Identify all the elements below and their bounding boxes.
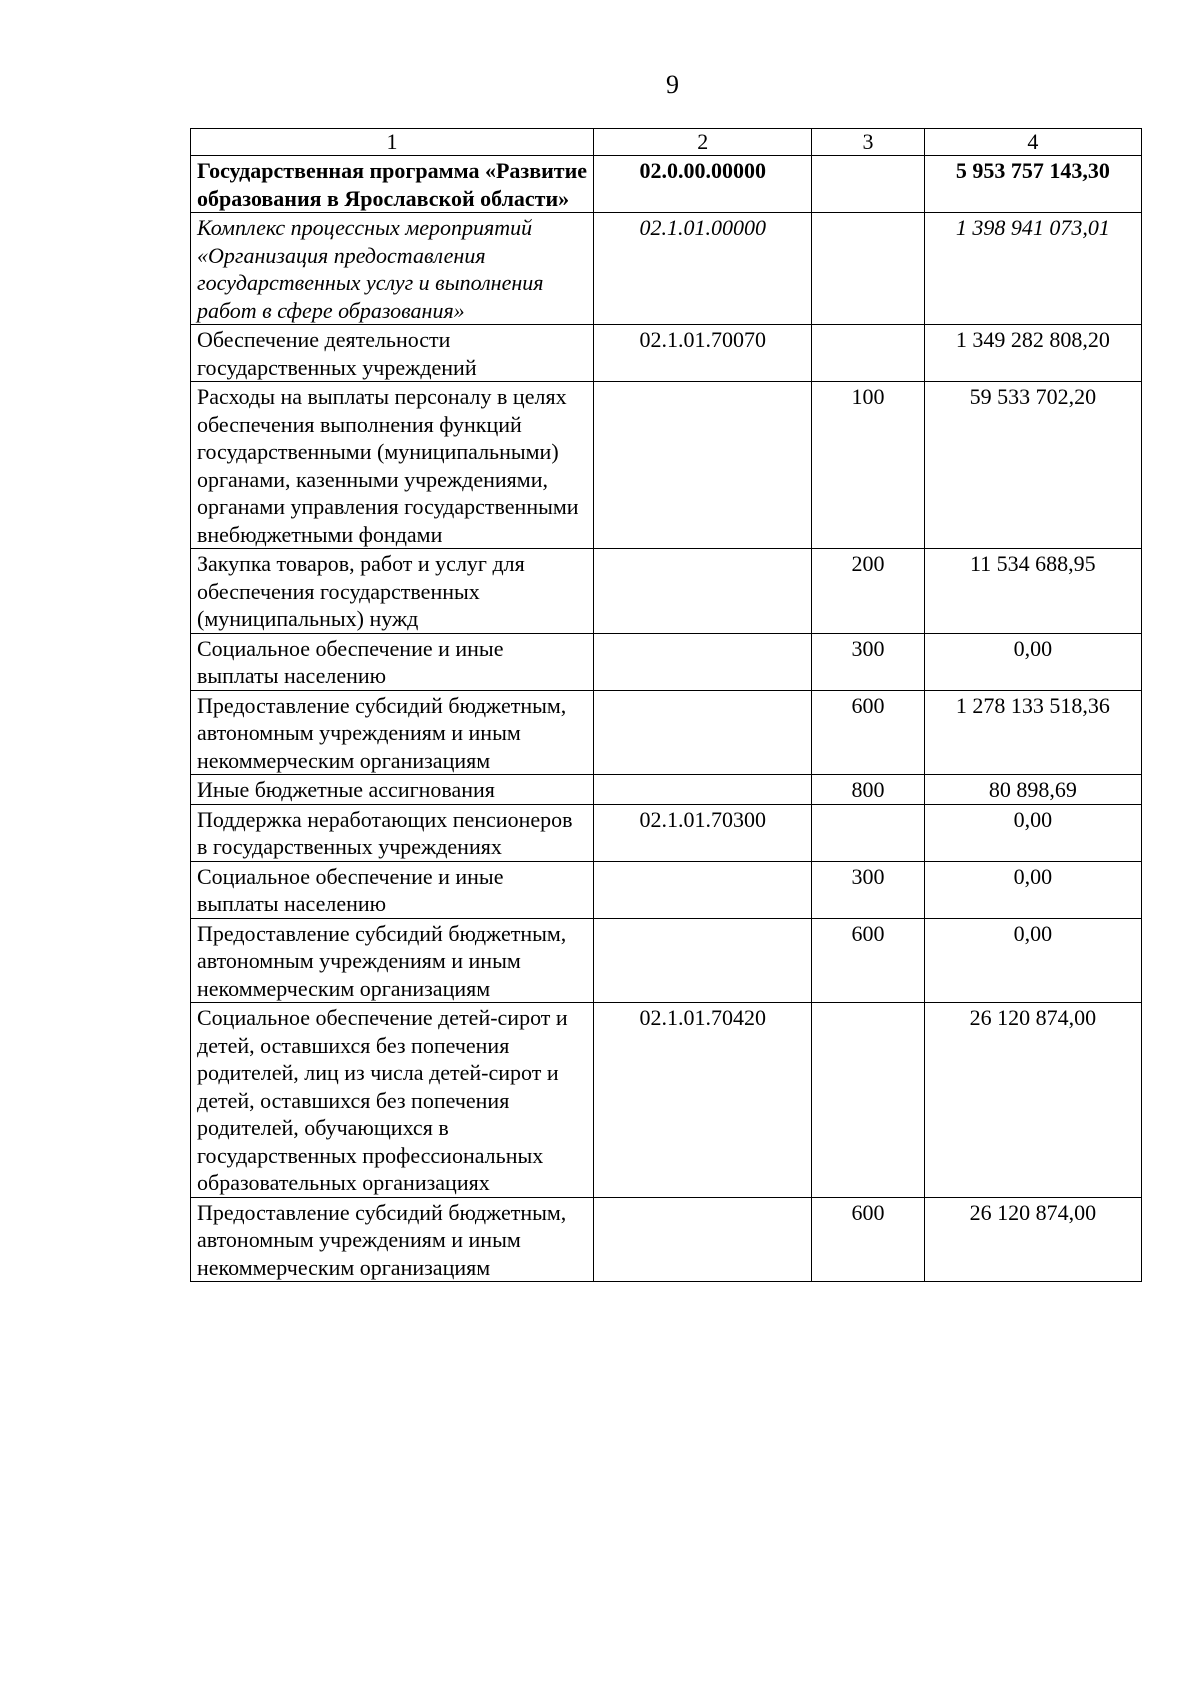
row-description: Государственная программа «Развитие образования в Ярославской области» — [191, 156, 594, 213]
row-description: Поддержка неработающих пенсионеров в государственных учреждениях — [191, 804, 594, 861]
table-row — [191, 918, 1142, 1003]
row-code — [594, 549, 812, 634]
row-code — [594, 861, 812, 918]
row-code: 02.1.01.70420 — [594, 1003, 812, 1198]
row-expense-type — [812, 1003, 924, 1198]
row-expense-type: 800 — [812, 775, 924, 805]
row-description: Социальное обеспечение и иные выплаты населению — [191, 633, 594, 690]
row-expense-type: 600 — [812, 918, 924, 1003]
row-description: Предоставление субсидий бюджетным, автономным учреждениям и иным некоммерческим организациям — [191, 1197, 594, 1282]
row-amount: 0,00 — [924, 804, 1141, 861]
header-col-2: 2 — [594, 129, 812, 156]
row-code: 02.1.01.70070 — [594, 325, 812, 382]
row-amount: 0,00 — [924, 918, 1141, 1003]
row-amount: 0,00 — [924, 633, 1141, 690]
table-row — [191, 1003, 1142, 1198]
row-expense-type: 600 — [812, 1197, 924, 1282]
row-code — [594, 1197, 812, 1282]
row-code: 02.1.01.00000 — [594, 213, 812, 325]
table-row — [191, 1197, 1142, 1282]
row-expense-type — [812, 156, 924, 213]
row-amount: 59 533 702,20 — [924, 382, 1141, 549]
row-expense-type: 600 — [812, 690, 924, 775]
row-code: 02.1.01.70300 — [594, 804, 812, 861]
row-description: Иные бюджетные ассигнования — [191, 775, 594, 805]
page-number: 9 — [666, 70, 679, 99]
table-row — [191, 690, 1142, 775]
table-row — [191, 861, 1142, 918]
row-description: Комплекс процессных мероприятий «Организация предоставления государственных услуг и выполнения работ в сфере образования» — [191, 213, 594, 325]
row-code — [594, 382, 812, 549]
table-body — [191, 156, 1142, 1282]
header-col-4: 4 — [924, 129, 1141, 156]
row-amount: 11 534 688,95 — [924, 549, 1141, 634]
table-row — [191, 775, 1142, 805]
table-row — [191, 382, 1142, 549]
row-amount: 1 398 941 073,01 — [924, 213, 1141, 325]
row-expense-type — [812, 213, 924, 325]
row-amount: 0,00 — [924, 861, 1141, 918]
row-amount: 26 120 874,00 — [924, 1197, 1141, 1282]
row-code — [594, 775, 812, 805]
row-code — [594, 690, 812, 775]
table-row — [191, 633, 1142, 690]
row-amount: 1 278 133 518,36 — [924, 690, 1141, 775]
row-description: Социальное обеспечение детей-сирот и детей, оставшихся без попечения родителей, лиц из числа детей-сирот и детей, оставшихся без попечения родителей, обучающихся в государственных профессиональных образовательных организациях — [191, 1003, 594, 1198]
row-expense-type — [812, 325, 924, 382]
row-amount: 1 349 282 808,20 — [924, 325, 1141, 382]
row-code — [594, 918, 812, 1003]
row-code — [594, 633, 812, 690]
table-row — [191, 804, 1142, 861]
row-expense-type: 300 — [812, 861, 924, 918]
row-expense-type: 300 — [812, 633, 924, 690]
table-row — [191, 213, 1142, 325]
table-row — [191, 325, 1142, 382]
header-col-1: 1 — [191, 129, 594, 156]
row-description: Закупка товаров, работ и услуг для обеспечения государственных (муниципальных) нужд — [191, 549, 594, 634]
header-row — [191, 129, 1142, 156]
row-expense-type: 200 — [812, 549, 924, 634]
row-description: Расходы на выплаты персоналу в целях обеспечения выполнения функций государственными (муниципальными) органами, казенными учреждениями, органами управления государственными внебюджетными фондами — [191, 382, 594, 549]
row-amount: 80 898,69 — [924, 775, 1141, 805]
row-description: Социальное обеспечение и иные выплаты населению — [191, 861, 594, 918]
row-description: Обеспечение деятельности государственных учреждений — [191, 325, 594, 382]
row-code: 02.0.00.00000 — [594, 156, 812, 213]
row-description: Предоставление субсидий бюджетным, автономным учреждениям и иным некоммерческим организациям — [191, 918, 594, 1003]
table-row — [191, 156, 1142, 213]
row-amount: 26 120 874,00 — [924, 1003, 1141, 1198]
row-description: Предоставление субсидий бюджетным, автономным учреждениям и иным некоммерческим организациям — [191, 690, 594, 775]
row-expense-type — [812, 804, 924, 861]
row-amount: 5 953 757 143,30 — [924, 156, 1141, 213]
row-expense-type: 100 — [812, 382, 924, 549]
budget-table — [190, 128, 1142, 1282]
table-row — [191, 549, 1142, 634]
header-col-3: 3 — [812, 129, 924, 156]
table-header — [191, 129, 1142, 156]
